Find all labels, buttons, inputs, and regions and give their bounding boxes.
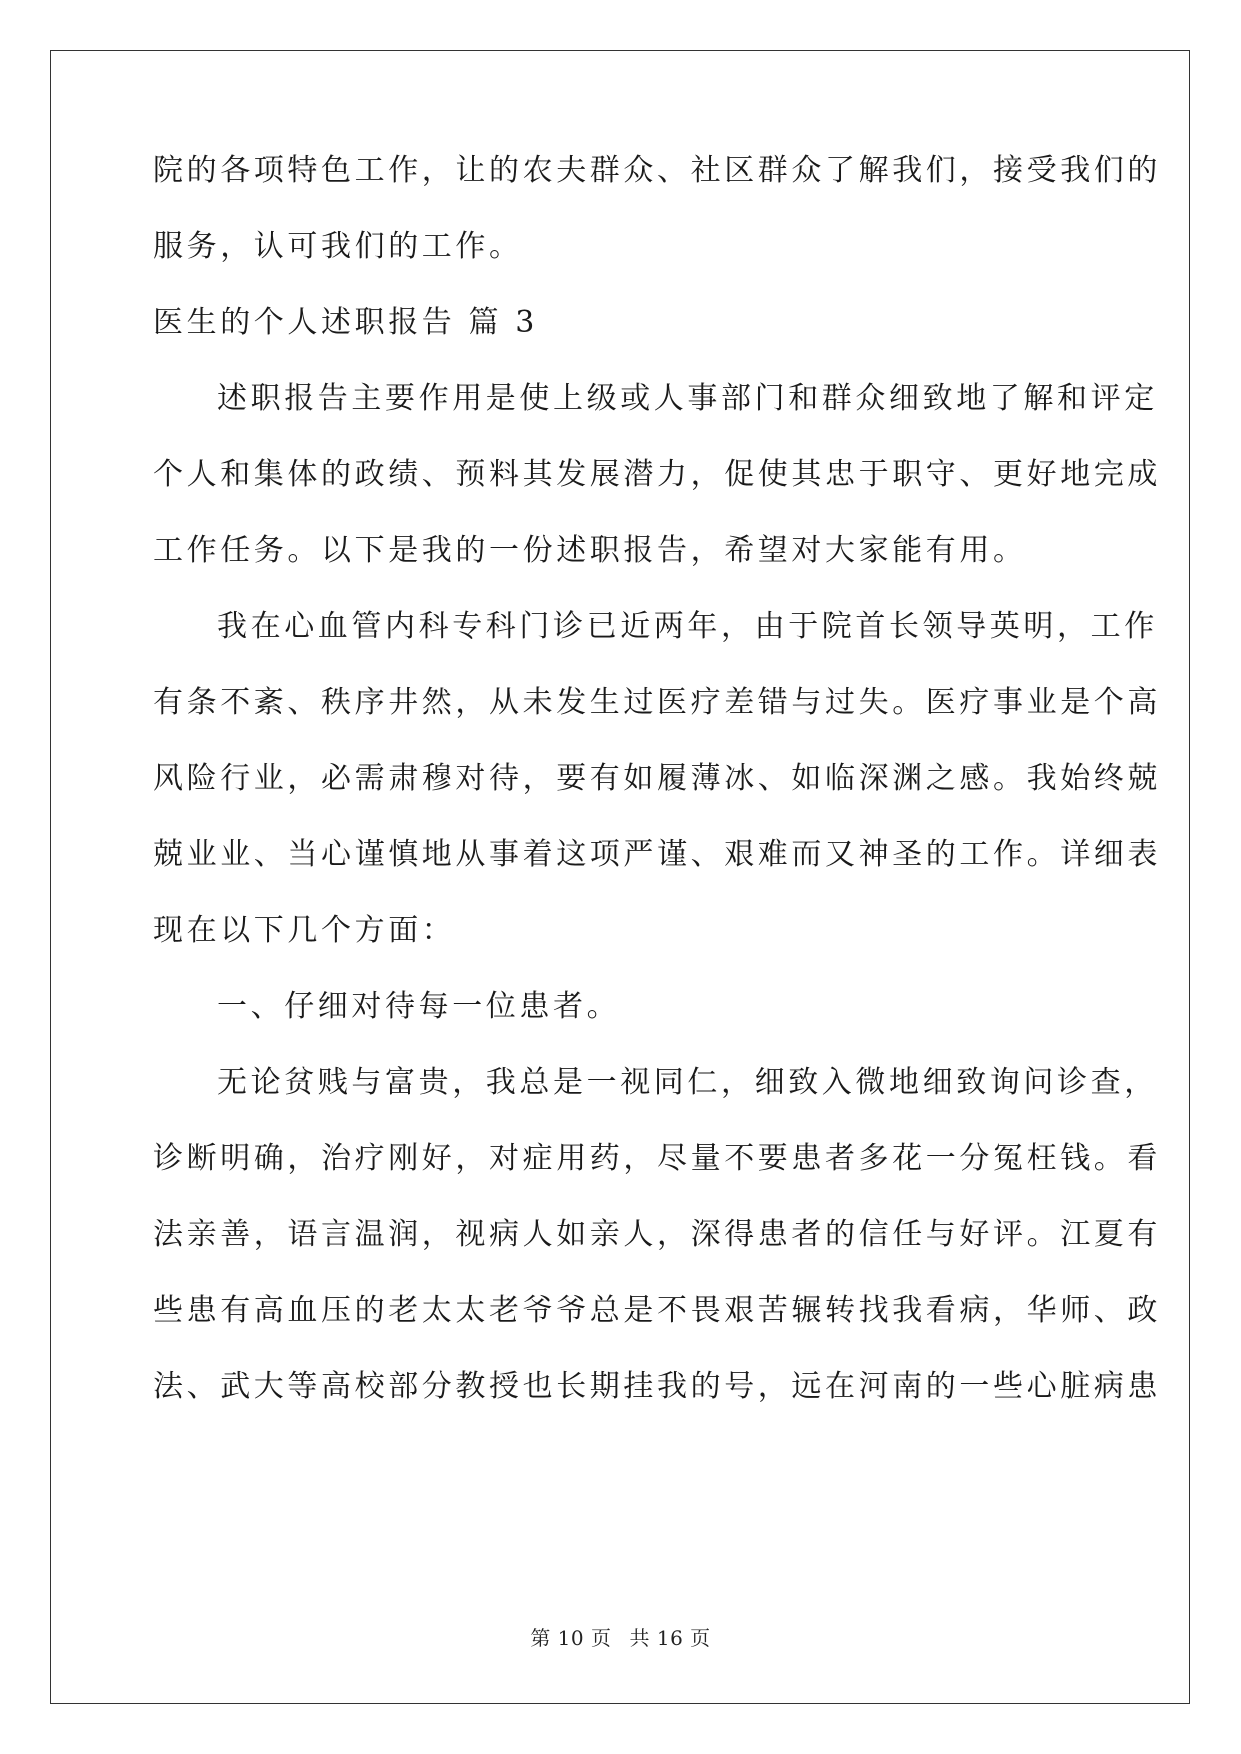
section-heading: 医生的个人述职报告 篇 3 — [153, 305, 538, 340]
body-line: 风险行业，必需肃穆对待，要有如履薄冰、如临深渊之感。我始终兢 — [153, 761, 1161, 796]
body-line: 诊断明确，治疗刚好，对症用药，尽量不要患者多花一分冤枉钱。看 — [153, 1141, 1161, 1176]
document-body — [153, 133, 1161, 1425]
body-line: 工作任务。以下是我的一份述职报告，希望对大家能有用。 — [153, 533, 1027, 568]
body-line: 服务，认可我们的工作。 — [153, 229, 523, 264]
page-total: 共 16 页 — [629, 1626, 711, 1650]
body-line: 些患有高血压的老太太老爷爷总是不畏艰苦辗转找我看病，华师、政 — [153, 1293, 1161, 1328]
body-line: 法、武大等高校部分教授也长期挂我的号，远在河南的一些心脏病患 — [153, 1369, 1161, 1404]
body-line: 有条不紊、秩序井然，从未发生过医疗差错与过失。医疗事业是个高 — [153, 685, 1161, 720]
body-line: 个人和集体的政绩、预料其发展潜力，促使其忠于职守、更好地完成 — [153, 457, 1161, 492]
page-footer — [0, 1622, 1241, 1651]
list-heading: 一、仔细对待每一位患者。 — [217, 989, 621, 1024]
body-line: 兢业业、当心谨慎地从事着这项严谨、艰难而又神圣的工作。详细表 — [153, 837, 1161, 872]
body-line: 述职报告主要作用是使上级或人事部门和群众细致地了解和评定 — [217, 381, 1158, 416]
page-number: 第 10 页 — [530, 1626, 612, 1650]
body-line: 我在心血管内科专科门诊已近两年，由于院首长领导英明，工作 — [217, 609, 1158, 644]
body-line: 法亲善，语言温润，视病人如亲人，深得患者的信任与好评。江夏有 — [153, 1217, 1161, 1252]
body-line: 现在以下几个方面： — [153, 913, 456, 948]
body-line: 院的各项特色工作，让的农夫群众、社区群众了解我们，接受我们的 — [153, 153, 1161, 188]
body-line: 无论贫贱与富贵，我总是一视同仁，细致入微地细致询问诊查， — [217, 1065, 1158, 1100]
